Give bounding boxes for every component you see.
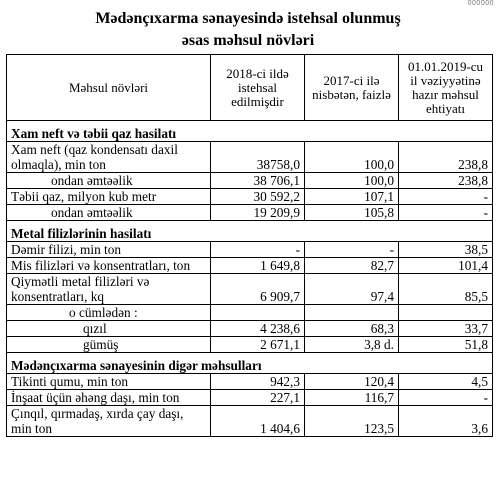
- product-name-cell: Çınqıl, qırmadaş, xırda çay daşı, min ton: [7, 406, 211, 437]
- title-line-2: əsas məhsul növləri: [181, 32, 315, 49]
- percent-vs-2017-cell: 116,7: [305, 390, 399, 406]
- table-row: [7, 258, 493, 274]
- stock-2019-cell: 4,5: [399, 374, 493, 390]
- stock-2019-cell: 38,5: [399, 242, 493, 258]
- stock-2019-cell: 238,8: [399, 173, 493, 189]
- product-name-cell: gümüş: [7, 337, 211, 353]
- percent-vs-2017-cell: 82,7: [305, 258, 399, 274]
- document-title: [0, 8, 496, 52]
- table-row: [7, 274, 493, 305]
- stock-2019-cell: [399, 305, 493, 321]
- stock-2019-cell: 33,7: [399, 321, 493, 337]
- table-row: [7, 142, 493, 173]
- header-product: Məhsul növləri: [7, 55, 211, 121]
- production-2018-cell: [211, 305, 305, 321]
- section-title: Metal filizlərinin hasilatı: [7, 221, 493, 242]
- header-2018-production: 2018-ci ildə istehsal edilmişdir: [211, 55, 305, 121]
- production-2018-cell: 30 592,2: [211, 189, 305, 205]
- section-header-row: [7, 221, 493, 242]
- percent-vs-2017-cell: 105,8: [305, 205, 399, 221]
- section-header-row: [7, 353, 493, 374]
- table-row: [7, 205, 493, 221]
- stock-2019-cell: 3,6: [399, 406, 493, 437]
- production-2018-cell: 38758,0: [211, 142, 305, 173]
- product-name-cell: Qiymətli metal filizləri və konsentratları, kq: [7, 274, 211, 305]
- percent-vs-2017-cell: [305, 305, 399, 321]
- table-row: [7, 189, 493, 205]
- header-vs-2017-percent: 2017-ci ilə nisbətən, faizlə: [305, 55, 399, 121]
- product-name-cell: Xam neft (qaz kondensatı daxil olmaqla), min ton: [7, 142, 211, 173]
- section-title: Xam neft və təbii qaz hasilatı: [7, 121, 493, 142]
- percent-vs-2017-cell: 107,1: [305, 189, 399, 205]
- production-2018-cell: 19 209,9: [211, 205, 305, 221]
- title-line-1: Mədənçıxarma sənayesində istehsal olunmuş: [95, 10, 401, 27]
- product-name-cell: ondan əmtəəlik: [7, 205, 211, 221]
- production-2018-cell: 2 671,1: [211, 337, 305, 353]
- production-2018-cell: 1 404,6: [211, 406, 305, 437]
- percent-vs-2017-cell: 123,5: [305, 406, 399, 437]
- percent-vs-2017-cell: 100,0: [305, 142, 399, 173]
- production-2018-cell: 38 706,1: [211, 173, 305, 189]
- production-2018-cell: 227,1: [211, 390, 305, 406]
- table-row: [7, 321, 493, 337]
- table-row: [7, 406, 493, 437]
- product-name-cell: İnşaat üçün əhəng daşı, min ton: [7, 390, 211, 406]
- table-row: [7, 374, 493, 390]
- production-2018-cell: 6 909,7: [211, 274, 305, 305]
- percent-vs-2017-cell: 3,8 d.: [305, 337, 399, 353]
- product-name-cell: ondan əmtəəlik: [7, 173, 211, 189]
- stock-2019-cell: 51,8: [399, 337, 493, 353]
- production-2018-cell: 4 238,6: [211, 321, 305, 337]
- production-2018-cell: 1 649,8: [211, 258, 305, 274]
- production-2018-cell: -: [211, 242, 305, 258]
- product-name-cell: Tikinti qumu, min ton: [7, 374, 211, 390]
- section-title: Mədənçıxarma sənayesinin digər məhsulları: [7, 353, 493, 374]
- percent-vs-2017-cell: 120,4: [305, 374, 399, 390]
- stock-2019-cell: 238,8: [399, 142, 493, 173]
- product-name-cell: Mis filizləri və konsentratları, ton: [7, 258, 211, 274]
- table-row: [7, 173, 493, 189]
- stock-2019-cell: 85,5: [399, 274, 493, 305]
- table-row: [7, 242, 493, 258]
- table-body: [7, 121, 493, 437]
- product-name-cell: qızıl: [7, 321, 211, 337]
- stock-2019-cell: -: [399, 390, 493, 406]
- table-row: [7, 305, 493, 321]
- stock-2019-cell: -: [399, 189, 493, 205]
- stock-2019-cell: 101,4: [399, 258, 493, 274]
- table-row: [7, 337, 493, 353]
- product-name-cell: Dəmir filizi, min ton: [7, 242, 211, 258]
- stock-2019-cell: -: [399, 205, 493, 221]
- percent-vs-2017-cell: 68,3: [305, 321, 399, 337]
- table-row: [7, 390, 493, 406]
- production-2018-cell: 942,3: [211, 374, 305, 390]
- header-stock-2019: 01.01.2019-cu il vəziyyətinə hazır məhsul ehtiyatı: [399, 55, 493, 121]
- section-header-row: [7, 121, 493, 142]
- product-name-cell: Təbii qaz, milyon kub metr: [7, 189, 211, 205]
- percent-vs-2017-cell: 97,4: [305, 274, 399, 305]
- percent-vs-2017-cell: 100,0: [305, 173, 399, 189]
- product-name-cell: o cümlədən :: [7, 305, 211, 321]
- page-corner-mark: 000000: [467, 0, 494, 7]
- percent-vs-2017-cell: -: [305, 242, 399, 258]
- production-table: [6, 54, 493, 437]
